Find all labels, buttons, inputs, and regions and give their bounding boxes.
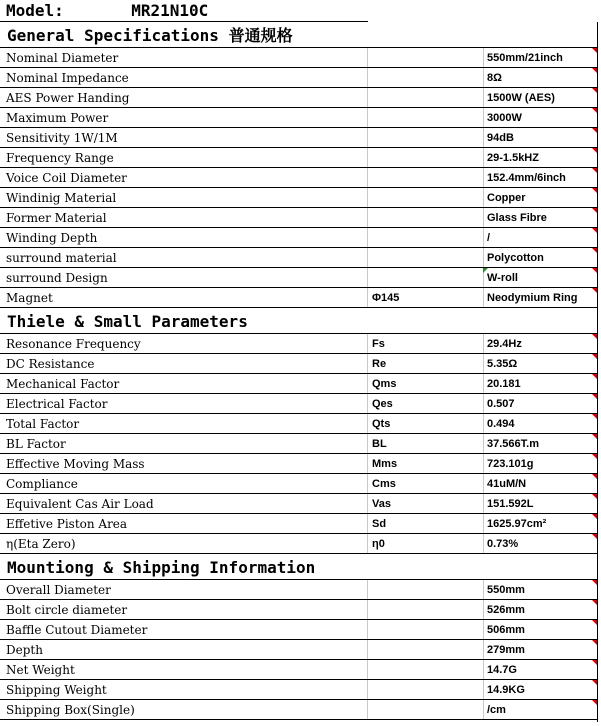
- spec-value: Polycotton: [483, 248, 597, 267]
- spec-value: 1625.97cm²: [483, 514, 597, 533]
- spec-label: Nominal Impedance: [6, 71, 129, 85]
- section-title: [0, 554, 597, 580]
- spec-label: Former Material: [6, 211, 107, 225]
- model-value: MR21N10C: [131, 1, 209, 20]
- spec-value: 8Ω: [483, 68, 597, 87]
- spec-symbol: [367, 68, 483, 87]
- spec-label: Voice Coil Diameter: [6, 171, 127, 185]
- spec-label: Electrical Factor: [6, 397, 108, 411]
- section-title-text: Mountiong & Shipping Information: [7, 558, 316, 577]
- spec-symbol: Qts: [367, 414, 483, 433]
- spec-value-markers: [483, 228, 597, 247]
- spec-symbol: [367, 128, 483, 147]
- spec-value-markers: [483, 268, 597, 287]
- spec-row: [0, 148, 597, 168]
- spec-row: [0, 288, 597, 308]
- spec-symbol: Qms: [367, 374, 483, 393]
- spec-value-markers: [483, 454, 597, 473]
- spec-row: [0, 660, 597, 680]
- spec-symbol: [367, 580, 483, 599]
- spec-symbol: Qes: [367, 394, 483, 413]
- spec-symbol: [367, 208, 483, 227]
- spec-value-markers: [483, 680, 597, 699]
- spec-value: 550mm/21inch: [483, 48, 597, 67]
- section-title-cjk: 普通规格: [228, 26, 293, 45]
- spec-value-markers: [483, 48, 597, 67]
- spec-label: Shipping Weight: [6, 683, 107, 697]
- spec-label: Mechanical Factor: [6, 377, 120, 391]
- spec-row: [0, 680, 597, 700]
- spec-label: η(Eta Zero): [6, 537, 76, 551]
- spec-symbol: BL: [367, 434, 483, 453]
- spec-value: /: [483, 228, 597, 247]
- spec-row: [0, 48, 597, 68]
- spec-sections: [0, 22, 601, 720]
- spec-label: Overall Diameter: [6, 583, 111, 597]
- spec-symbol: Sd: [367, 514, 483, 533]
- spec-symbol: Mms: [367, 454, 483, 473]
- spec-row: [0, 108, 597, 128]
- spec-value-markers: [483, 600, 597, 619]
- spec-value: W-roll: [483, 268, 597, 287]
- spec-label: Depth: [6, 643, 43, 657]
- spec-value: 151.592L: [483, 494, 597, 513]
- spec-value-markers: [483, 148, 597, 167]
- spec-label: Compliance: [6, 477, 78, 491]
- spec-row: [0, 354, 597, 374]
- spec-label: Winding Depth: [6, 231, 98, 245]
- right-border: [597, 22, 598, 722]
- spec-row: [0, 168, 597, 188]
- spec-value-markers: [483, 208, 597, 227]
- spec-row: [0, 640, 597, 660]
- spec-value-markers: [483, 640, 597, 659]
- spec-label: Equivalent Cas Air Load: [6, 497, 154, 511]
- spec-symbol: [367, 640, 483, 659]
- spec-row: [0, 700, 597, 720]
- spec-value-markers: [483, 354, 597, 373]
- spec-value: 37.566T.m: [483, 434, 597, 453]
- spec-row: [0, 514, 597, 534]
- spec-value: 0.494: [483, 414, 597, 433]
- spec-symbol: [367, 660, 483, 679]
- spec-row: [0, 580, 597, 600]
- spec-value-markers: [483, 108, 597, 127]
- spec-value: 0.507: [483, 394, 597, 413]
- spec-symbol: Re: [367, 354, 483, 373]
- spec-label: Maximum Power: [6, 111, 109, 125]
- spec-value: 152.4mm/6inch: [483, 168, 597, 187]
- spec-row: [0, 128, 597, 148]
- spec-label: BL Factor: [6, 437, 66, 451]
- spec-value-markers: [483, 68, 597, 87]
- spec-value-markers: [483, 128, 597, 147]
- spec-symbol: [367, 680, 483, 699]
- spec-value: 29-1.5kHZ: [483, 148, 597, 167]
- spec-label: Frequency Range: [6, 151, 114, 165]
- spec-value-markers: [483, 580, 597, 599]
- spec-label: Windinig Material: [6, 191, 117, 205]
- spec-row: [0, 454, 597, 474]
- spec-value-markers: [483, 248, 597, 267]
- spec-value-markers: [483, 88, 597, 107]
- spec-value-markers: [483, 660, 597, 679]
- spec-row: [0, 394, 597, 414]
- spec-symbol: [367, 620, 483, 639]
- spec-label: DC Resistance: [6, 357, 95, 371]
- spec-value: 506mm: [483, 620, 597, 639]
- spec-value-markers: [483, 168, 597, 187]
- spec-value-markers: [483, 188, 597, 207]
- spec-value-markers: [483, 494, 597, 513]
- spec-symbol: η0: [367, 534, 483, 553]
- section-title-text: General Specifications: [7, 26, 219, 45]
- spec-row: [0, 600, 597, 620]
- spec-symbol: Φ145: [367, 288, 483, 307]
- spec-label: Baffle Cutout Diameter: [6, 623, 148, 637]
- spec-value-markers: [483, 374, 597, 393]
- spec-symbol: Vas: [367, 494, 483, 513]
- spec-value: 550mm: [483, 580, 597, 599]
- model-label: Model:: [6, 1, 64, 20]
- spec-row: [0, 374, 597, 394]
- spec-label: Sensitivity 1W/1M: [6, 131, 118, 145]
- spec-label: AES Power Handing: [6, 91, 130, 105]
- spec-symbol: [367, 600, 483, 619]
- spec-row: [0, 68, 597, 88]
- note-indicator-icon: [483, 268, 488, 273]
- spec-value: 5.35Ω: [483, 354, 597, 373]
- spec-label: Net Weight: [6, 663, 75, 677]
- spec-value-markers: [483, 288, 597, 307]
- spec-value-markers: [483, 514, 597, 533]
- spec-value: 94dB: [483, 128, 597, 147]
- spec-label: Resonance Frequency: [6, 337, 141, 351]
- spec-label: Total Factor: [6, 417, 80, 431]
- spec-label: surround Design: [6, 271, 108, 285]
- model-header: [0, 0, 368, 22]
- spec-value: /cm: [483, 700, 597, 719]
- spec-symbol: [367, 108, 483, 127]
- spec-value: Copper: [483, 188, 597, 207]
- spec-symbol: Fs: [367, 334, 483, 353]
- spec-symbol: [367, 228, 483, 247]
- spec-row: [0, 334, 597, 354]
- spec-row: [0, 494, 597, 514]
- spec-value: 0.73%: [483, 534, 597, 553]
- spec-label: Magnet: [6, 291, 53, 305]
- spec-value: 1500W (AES): [483, 88, 597, 107]
- spec-label: Nominal Diameter: [6, 51, 119, 65]
- spec-label: Effective Moving Mass: [6, 457, 145, 471]
- spec-row: [0, 434, 597, 454]
- spec-symbol: [367, 88, 483, 107]
- spec-value-markers: [483, 534, 597, 553]
- spec-value: 20.181: [483, 374, 597, 393]
- spec-row: [0, 188, 597, 208]
- spec-row: [0, 208, 597, 228]
- spec-row: [0, 534, 597, 554]
- spec-row: [0, 620, 597, 640]
- spec-value: Glass Fibre: [483, 208, 597, 227]
- spec-symbol: [367, 700, 483, 719]
- spec-row: [0, 268, 597, 288]
- spec-value-markers: [483, 474, 597, 493]
- spec-label: Shipping Box(Single): [6, 703, 135, 717]
- spec-value-markers: [483, 620, 597, 639]
- spec-value-markers: [483, 394, 597, 413]
- spec-value: 526mm: [483, 600, 597, 619]
- spec-value: 279mm: [483, 640, 597, 659]
- spec-label: Bolt circle diameter: [6, 603, 128, 617]
- spec-symbol: [367, 48, 483, 67]
- spec-row: [0, 474, 597, 494]
- spec-row: [0, 228, 597, 248]
- spec-symbol: [367, 188, 483, 207]
- spec-value-markers: [483, 434, 597, 453]
- spec-symbol: [367, 168, 483, 187]
- spec-value: 14.7G: [483, 660, 597, 679]
- spec-value: 3000W: [483, 108, 597, 127]
- spec-symbol: [367, 268, 483, 287]
- spec-row: [0, 248, 597, 268]
- spec-value: 14.9KG: [483, 680, 597, 699]
- spec-symbol: [367, 148, 483, 167]
- spec-value: Neodymium Ring: [483, 288, 597, 307]
- spec-value: 41uM/N: [483, 474, 597, 493]
- spec-value-markers: [483, 414, 597, 433]
- section-title: [0, 22, 597, 48]
- section-title: [0, 308, 597, 334]
- spec-value-markers: [483, 334, 597, 353]
- spec-symbol: [367, 248, 483, 267]
- spec-value: 29.4Hz: [483, 334, 597, 353]
- spec-row: [0, 88, 597, 108]
- spec-value-markers: [483, 700, 597, 719]
- spec-row: [0, 414, 597, 434]
- spec-value: 723.101g: [483, 454, 597, 473]
- section-title-text: Thiele & Small Parameters: [7, 312, 248, 331]
- spec-symbol: Cms: [367, 474, 483, 493]
- spec-label: Effetive Piston Area: [6, 517, 128, 531]
- spec-label: surround material: [6, 251, 117, 265]
